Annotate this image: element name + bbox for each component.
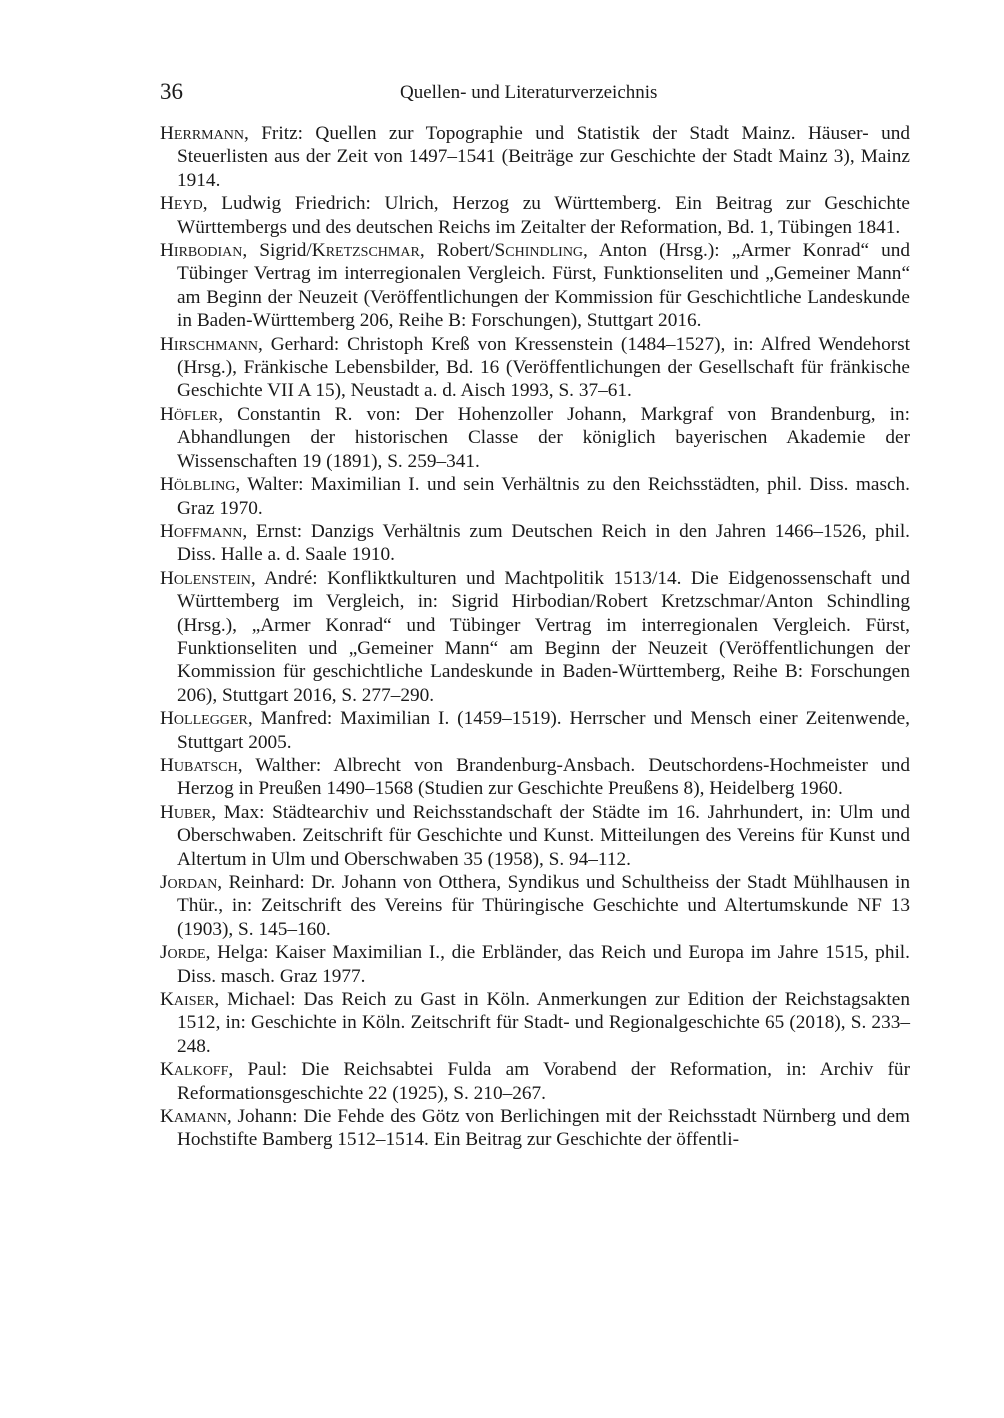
bibliography-entry	[160, 988, 910, 1058]
entry-author: Schindling	[494, 240, 584, 262]
bibliography-entry	[160, 239, 910, 333]
bibliography-entry	[160, 403, 910, 473]
entry-text: , Johann: Die Fehde des Götz von Berlichingen mit der Reichsstadt Nürnberg und dem Hochstifte Bamberg 1512–1514. Ein Beitrag zur Geschichte der öffentli-	[177, 1106, 910, 1151]
entry-author: Kamann	[160, 1106, 227, 1128]
bibliography-entry	[160, 122, 910, 192]
entry-author: Hirbodian	[160, 240, 243, 262]
bibliography-entry	[160, 567, 910, 707]
entry-author: Jorde	[160, 942, 206, 964]
bibliography-entry	[160, 1105, 910, 1152]
entry-author: Kretzschmar	[311, 240, 420, 262]
entry-author: Hölbling	[160, 474, 236, 496]
entry-author: Heyd	[160, 193, 203, 215]
entry-text: , Sigrid/	[242, 240, 312, 262]
entry-text: , Robert/	[419, 240, 495, 262]
bibliography-entry	[160, 801, 910, 871]
entry-text: , Ernst: Danzigs Verhältnis zum Deutschen Reich in den Jahren 1466–1526, phil. Diss. Halle a. d. Saale 1910.	[177, 520, 910, 566]
entry-text: , Constantin R. von: Der Hohenzoller Johann, Markgraf von Brandenburg, in: Abhandlungen der historischen Classe der königlich bayerischen Akademie der Wissenschaften 19 (1891), S. 259–341.	[177, 403, 910, 472]
entry-text: , Walter: Maximilian I. und sein Verhältnis zu den Reichsstädten, phil. Diss. masch. Graz 1970.	[177, 474, 910, 519]
entry-text: , Walther: Albrecht von Brandenburg-Ansbach. Deutschordens-Hochmeister und Herzog in Preußen 1490–1568 (Studien zur Geschichte Preußens 8), Heidelberg 1960.	[177, 754, 910, 800]
bibliography-entry	[160, 333, 910, 403]
entry-text: , Anton (Hrsg.): „Armer Konrad“ und Tübinger Vertrag im interregionalen Vergleich. Fürst, Funktionseliten und „Gemeiner Mann“ am Beginn der Neuzeit (Veröffentlichungen der Kommission für Geschichtliche Landeskunde in Baden-Württemberg 206, Reihe B: Forschungen), Stuttgart 2016.	[177, 240, 910, 332]
bibliography-entry	[160, 1058, 910, 1105]
entry-author: Holenstein	[160, 567, 251, 589]
running-head: Quellen- und Literaturverzeichnis	[400, 82, 658, 103]
entry-author: Kaiser	[160, 989, 215, 1011]
entry-author: Herrmann	[160, 123, 244, 144]
entry-author: Kalkoff	[160, 1059, 229, 1081]
bibliography-entry	[160, 192, 910, 239]
entry-author: Höfler	[160, 403, 219, 425]
entry-author: Jordan	[160, 872, 218, 893]
entry-text: , Fritz: Quellen zur Topographie und Statistik der Stadt Mainz. Häuser- und Steuerlisten aus der Zeit von 1497–1541 (Beiträge zur Geschichte der Stadt Mainz 3), Mainz 1914.	[177, 123, 910, 191]
entry-text: , Reinhard: Dr. Johann von Otthera, Syndikus und Schultheiss der Stadt Mühlhausen in Thür., in: Zeitschrift des Vereins für Thüringische Geschichte und Altertumskunde NF 13 (1903), S. 145–160.	[177, 872, 910, 940]
bibliography-entry	[160, 520, 910, 567]
bibliography-entry	[160, 707, 910, 754]
bibliography-list	[160, 122, 910, 1152]
entry-text: , Max: Städtearchiv und Reichsstandschaft der Städte im 16. Jahrhundert, in: Ulm und Oberschwaben. Zeitschrift für Geschichte und Kunst. Mitteilungen des Vereins für Kunst und Altertum in Ulm und Oberschwaben 35 (1958), S. 94–112.	[177, 801, 910, 870]
entry-author: Hubatsch	[160, 754, 238, 776]
entry-text: , Gerhard: Christoph Kreß von Kressenstein (1484–1527), in: Alfred Wendehorst (Hrsg.), Fränkische Lebensbilder, Bd. 16 (Veröffentlichungen der Gesellschaft für fränkische Geschichte VII A 15), Neustadt a. d. Aisch 1993, S. 37–61.	[177, 333, 910, 402]
entry-text: , Manfred: Maximilian I. (1459–1519). Herrscher und Mensch einer Zeitenwende, Stuttgart 2005.	[177, 708, 910, 753]
bibliography-entry	[160, 871, 910, 941]
entry-text: , Paul: Die Reichsabtei Fulda am Vorabend der Reformation, in: Archiv für Reformationsgeschichte 22 (1925), S. 210–267.	[177, 1059, 910, 1104]
entry-text: , Helga: Kaiser Maximilian I., die Erbländer, das Reich und Europa im Jahre 1515, phil. Diss. masch. Graz 1977.	[177, 942, 910, 987]
bibliography-entry	[160, 473, 910, 520]
entry-text: , André: Konfliktkulturen und Machtpolitik 1513/14. Die Eidgenossenschaft und Württemberg im Vergleich, in: Sigrid Hirbodian/Robert Kretzschmar/Anton Schindling (Hrsg.), „Armer Konrad“ und Tübinger Vertrag im interregionalen Vergleich. Fürst, Funktionseliten und „Gemeiner Mann“ am Beginn der Neuzeit (Veröffentlichungen der Kommission für geschichtliche Landeskunde in Baden-Württemberg, Reihe B: Forschungen 206), Stuttgart 2016, S. 277–290.	[177, 567, 910, 706]
page-number: 36	[160, 79, 183, 104]
entry-author: Hirschmann	[160, 333, 258, 355]
bibliography-entry	[160, 754, 910, 801]
entry-author: Hoffmann	[160, 520, 243, 542]
bibliography-entry	[160, 941, 910, 988]
entry-author: Huber	[160, 801, 212, 823]
entry-author: Hollegger	[160, 708, 248, 730]
entry-text: , Michael: Das Reich zu Gast in Köln. Anmerkungen zur Edition der Reichstagsakten 1512, in: Geschichte in Köln. Zeitschrift für Stadt- und Regionalgeschichte 65 (2018), S. 233–248.	[177, 989, 910, 1057]
entry-text: , Ludwig Friedrich: Ulrich, Herzog zu Württemberg. Ein Beitrag zur Geschichte Württembergs und des deutschen Reichs im Zeitalter der Reformation, Bd. 1, Tübingen 1841.	[177, 193, 910, 238]
